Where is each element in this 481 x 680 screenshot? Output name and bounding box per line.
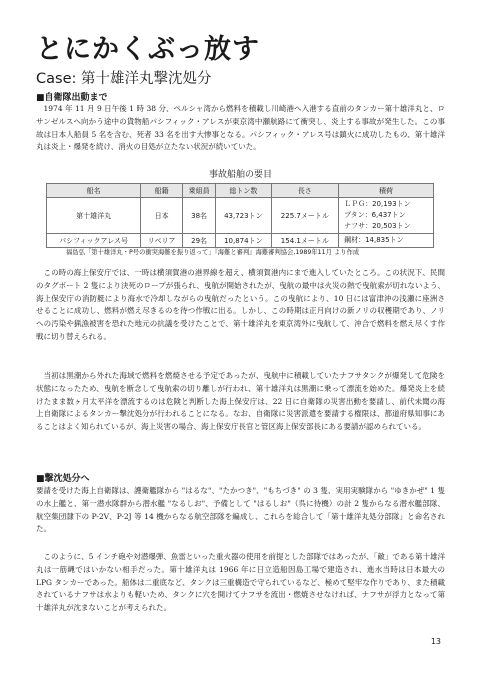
paragraph-3: 当初は黒潮から外れた海域で燃料を燃焼させる予定であったが、曳航中に積載していたナフサタンクが爆発して危険を状態になったため、曳航を断念して曳航索の切り離しが行われ、第十雄洋丸は黒潮に乗って漂流を始めた。爆発炎上を続けたまま数ヶ月太平洋を漂流するのは危険と判断した海上保安庁は、22 日に自衛隊の災害出動を要請し、前代未聞の海上自衛隊によるタンカー撃沈処分が行われることになる。なお、自衛隊に災害派遣を要請する権限は、都道府県知事にあることはよく知られているが、海上災害の場合、海上保安庁長官と管区海上保安部長にある要請が認められている。 bbox=[36, 371, 445, 432]
cell-flag: 日本 bbox=[141, 198, 183, 234]
cell-crew: 29名 bbox=[183, 234, 216, 248]
ship-spec-table bbox=[46, 183, 434, 248]
cargo-item: ナフサ：20,503トン bbox=[344, 222, 411, 230]
table-header-row bbox=[47, 184, 434, 198]
section-heading-dispatch: ■ 自衛隊出動まで bbox=[36, 92, 108, 104]
cargo-item: 鋼材：14,835トン bbox=[344, 236, 404, 244]
table-source-note: 福島弘「第十雄洋丸・P号の衝突海難を振り返って」『海難と審判』海難審判協会,1989年11月 より作成 bbox=[66, 249, 360, 256]
col-header-name: 船名 bbox=[47, 184, 141, 198]
cell-length: 154.1メートル bbox=[271, 234, 339, 248]
cell-name: 第十雄洋丸 bbox=[47, 198, 141, 234]
paragraph-2: この時の海上保安庁では、一時は横須賀港の港界線を超え、横須賀港内にまで進入していたところ。この状況下、民間のタグボート 2 隻により決死のロープが張られ、曳航が開始されたが、曳航の最中は火災の熱で曳航索が切れないよう、海上保安庁の消防艇により海水で冷却しながらの曳航だったという。この曳航により、10 日には富津沖の浅瀬に座洲させることに成功し、燃料が燃え尽きるのを待つ作戦に出る。しかし、この時期は正月向けの新ノリの収穫期であり、ノリへの汚染や猟漁被害を恐れた地元の抗議を受けたことで、第十雄洋丸を東京湾外に曳航して、沖合で燃料を燃え尽くす作戦に切り替えられる。 bbox=[36, 268, 445, 341]
paragraph-4: 要請を受けた海上自衛隊は、護衛艦隊から "はるな"、"たかつき"、"もちづき" の 3 隻、実用実験隊から "ゆきかぜ" 1 隻の水上艦と、第一潜水隊群から潜水艦 "なるしお"、予備として "はるしお"（呉に待機）の計 2 隻からなる潜水艦部隊、航空集団隷下の P-2V、P-2J 等 14 機からなる航空部隊を編成し、これらを総合して「第十雄洋丸処分部隊」と命名された。 bbox=[36, 486, 445, 534]
cell-length: 225.7メートル bbox=[271, 198, 339, 234]
col-header-length: 長さ bbox=[271, 184, 339, 198]
cell-cargo bbox=[339, 234, 434, 248]
page-title: とにかくぶっ放す bbox=[36, 34, 260, 65]
cell-tonnage: 43,723トン bbox=[216, 198, 271, 234]
page-subtitle: Case: 第十雄洋丸撃沈処分 bbox=[36, 71, 212, 87]
cell-name: パシフィックアレス号 bbox=[47, 234, 141, 248]
paragraph-5: このように、5 インチ砲や対潜爆弾、魚雷といった重火器の使用を前提とした部隊ではあったが、「敵」である第十雄洋丸は一筋縄ではいかない相手だった。第十雄洋丸は 1966 年に日立造船因島工場で建造され、進水当時は日本最大の LPG タンカーであった。船体は二重底など、タンクは三重構造で守られているなど、極めて堅牢な作りであり、また積載されているナフサは水よりも軽いため、タンクに穴を開けてナフサを流出・燃焼させなければ、ナフサが浮力となって第十雄洋丸が沈まないことが考えられた。 bbox=[36, 552, 445, 613]
col-header-crew: 乗組員 bbox=[183, 184, 216, 198]
paragraph-1: 1974 年 11 月 9 日午後 1 時 38 分、ペルシャ湾から燃料を積載し川崎港へ入港する直前のタンカー第十雄洋丸と、ロサンゼルスへ向かう途中の貨物船パシフィック・アレスが東京湾中瀬航路にて衝突し、炎上する事故が発生した。この事故は日本人船員 5 名を含む、死者 33 名を出す大惨事となる。パシフィック・アレス号は鎮火に成功したもの、第十雄洋丸は炎上・爆発を続け、消火の目処が立たない状況が続いていた。 bbox=[36, 104, 445, 152]
table-row bbox=[47, 198, 434, 234]
cell-crew: 38名 bbox=[183, 198, 216, 234]
cell-flag: リベリア bbox=[141, 234, 183, 248]
cargo-item: ＬＰＧ：20,193トン bbox=[344, 200, 411, 208]
cell-cargo bbox=[339, 198, 434, 234]
page-number: 13 bbox=[430, 637, 441, 646]
col-header-cargo: 積荷 bbox=[339, 184, 434, 198]
cargo-item: ブタン：6,437トン bbox=[344, 211, 406, 219]
cell-tonnage: 10,874トン bbox=[216, 234, 271, 248]
col-header-tonnage: 総トン数 bbox=[216, 184, 271, 198]
col-header-flag: 船籍 bbox=[141, 184, 183, 198]
table-caption: 事故船舶の要目 bbox=[208, 170, 272, 180]
table-row bbox=[47, 234, 434, 248]
section-heading-sinking: ■ 撃沈処分へ bbox=[36, 473, 90, 485]
